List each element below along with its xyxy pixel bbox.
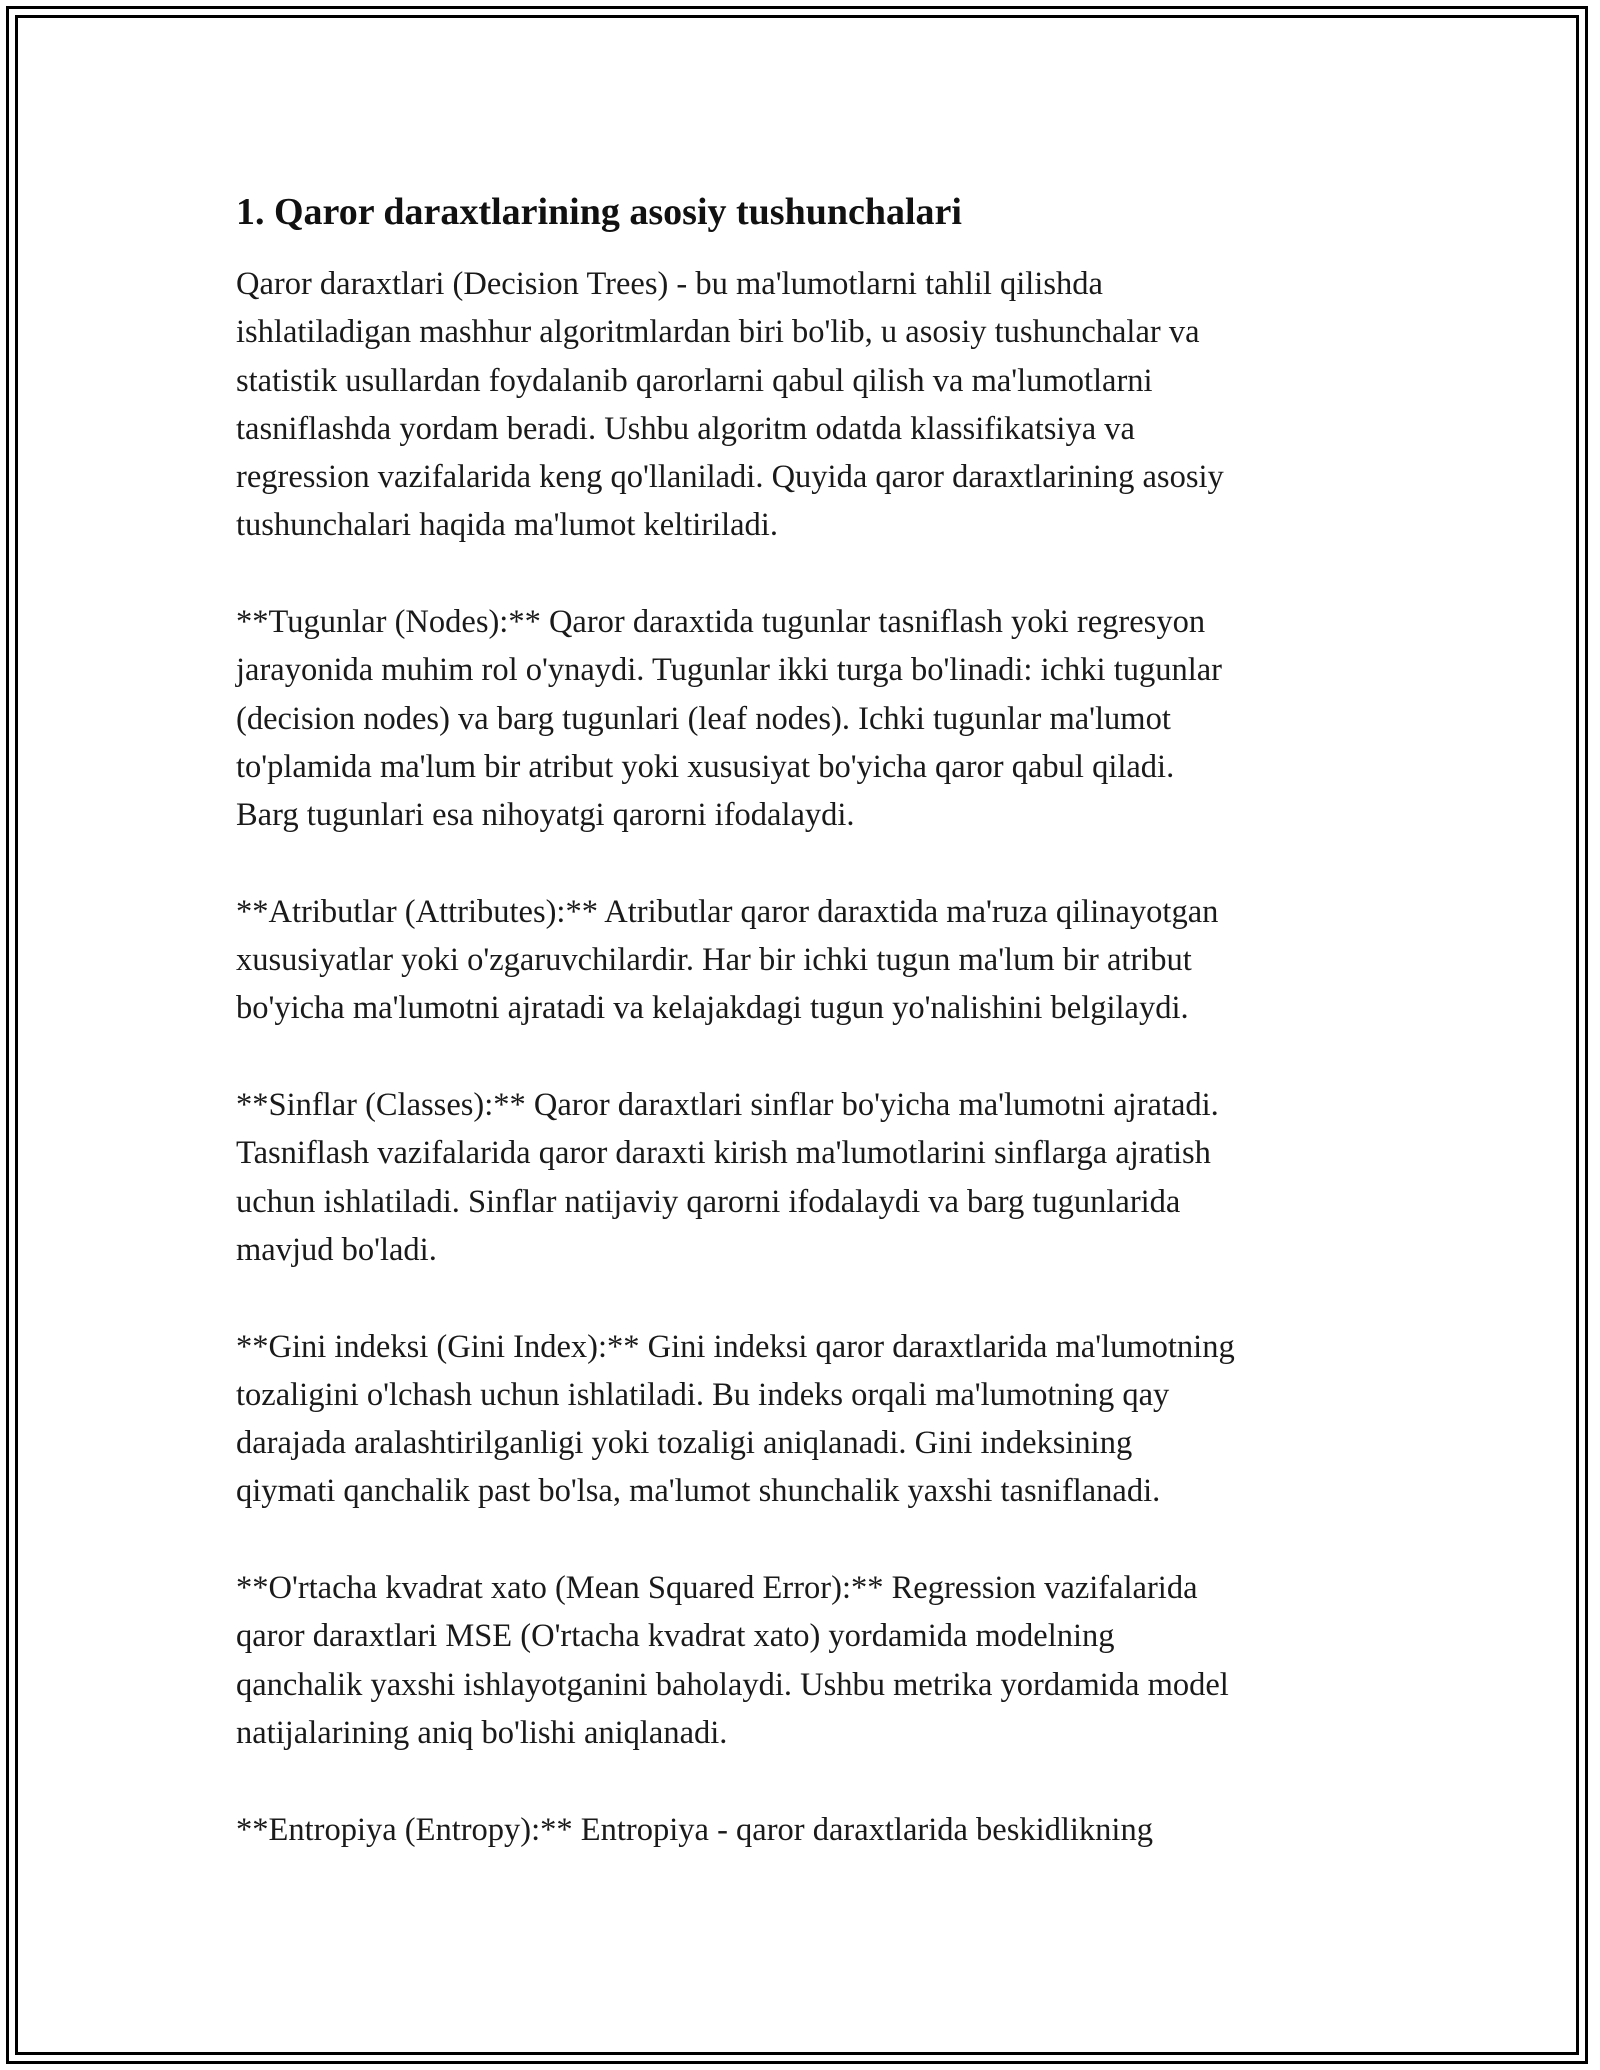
text-line: regression vazifalarida keng qo'llaniladi. Quyida qaror daraxtlarining asosiy <box>236 459 1224 496</box>
text-line: natijalarining aniq bo'lishi aniqlanadi. <box>236 1714 728 1751</box>
text-line: bo'yicha ma'lumotni ajratadi va kelajakdagi tugun yo'nalishini belgilaydi. <box>236 990 1189 1027</box>
paragraph-classes <box>236 1081 1386 1274</box>
text-line: darajada aralashtirilganligi yoki tozaligi aniqlanadi. Gini indeksining <box>236 1425 1133 1462</box>
text-line: **O'rtacha kvadrat xato (Mean Squared Error):** Regression vazifalarida <box>236 1570 1198 1607</box>
text-line: tozaligini o'lchash uchun ishlatiladi. Bu indeks orqali ma'lumotning qay <box>236 1376 1170 1413</box>
text-line: Qaror daraxtlari (Decision Trees) - bu ma'lumotlarni tahlil qilishda <box>236 266 1103 302</box>
document-body <box>236 186 1386 1902</box>
paragraph-attributes <box>236 888 1386 1033</box>
text-line: **Entropiya (Entropy):** Entropiya - qaror daraxtlarida beskidlikning <box>236 1811 1153 1848</box>
paragraph-gini-index <box>236 1323 1386 1516</box>
text-line: Barg tugunlari esa nihoyatgi qarorni ifodalaydi. <box>236 797 855 834</box>
text-line: qanchalik yaxshi ishlayotganini baholaydi. Ushbu metrika yordamida model <box>236 1666 1229 1703</box>
text-line: Tasniflash vazifalarida qaror daraxti kirish ma'lumotlarini sinflarga ajratish <box>236 1135 1211 1172</box>
text-line: **Sinflar (Classes):** Qaror daraxtlari sinflar bo'yicha ma'lumotni ajratadi. <box>236 1087 1219 1124</box>
paragraph-nodes <box>236 598 1386 839</box>
text-line: (decision nodes) va barg tugunlari (leaf nodes). Ichki tugunlar ma'lumot <box>236 700 1171 737</box>
paragraph-mse <box>236 1564 1386 1757</box>
text-line: tasniflashda yordam beradi. Ushbu algoritm odatda klassifikatsiya va <box>236 410 1135 447</box>
text-line: ishlatiladigan mashhur algoritmlardan biri bo'lib, u asosiy tushunchalar va <box>236 314 1200 351</box>
text-line: xususiyatlar yoki o'zgaruvchilardir. Har bir ichki tugun ma'lum bir atribut <box>236 942 1192 979</box>
text-line: statistik usullardan foydalanib qarorlarni qabul qilish va ma'lumotlarni <box>236 362 1153 399</box>
text-line: mavjud bo'ladi. <box>236 1231 437 1268</box>
text-line: to'plamida ma'lum bir atribut yoki xususiyat bo'yicha qaror qabul qiladi. <box>236 748 1175 785</box>
paragraph-entropy <box>236 1806 1386 1854</box>
text-line: **Atributlar (Attributes):** Atributlar qaror daraxtida ma'ruza qilinayotgan <box>236 893 1219 930</box>
paragraph-intro <box>236 260 1386 550</box>
text-line: tushunchalari haqida ma'lumot keltiriladi. <box>236 507 778 544</box>
text-line: qiymati qanchalik past bo'lsa, ma'lumot shunchalik yaxshi tasniflanadi. <box>236 1473 1161 1510</box>
text-line: **Gini indeksi (Gini Index):** Gini indeksi qaror daraxtlarida ma'lumotning <box>236 1328 1235 1365</box>
text-line: jarayonida muhim rol o'ynaydi. Tugunlar ikki turga bo'linadi: ichki tugunlar <box>236 652 1222 689</box>
section-heading: 1. Qaror daraxtlarining asosiy tushunchalari <box>236 191 962 233</box>
text-line: **Tugunlar (Nodes):** Qaror daraxtida tugunlar tasniflash yoki regresyon <box>236 604 1206 641</box>
text-line: qaror daraxtlari MSE (O'rtacha kvadrat xato) yordamida modelning <box>236 1618 1115 1655</box>
text-line: uchun ishlatiladi. Sinflar natijaviy qarorni ifodalaydi va barg tugunlarida <box>236 1183 1181 1220</box>
